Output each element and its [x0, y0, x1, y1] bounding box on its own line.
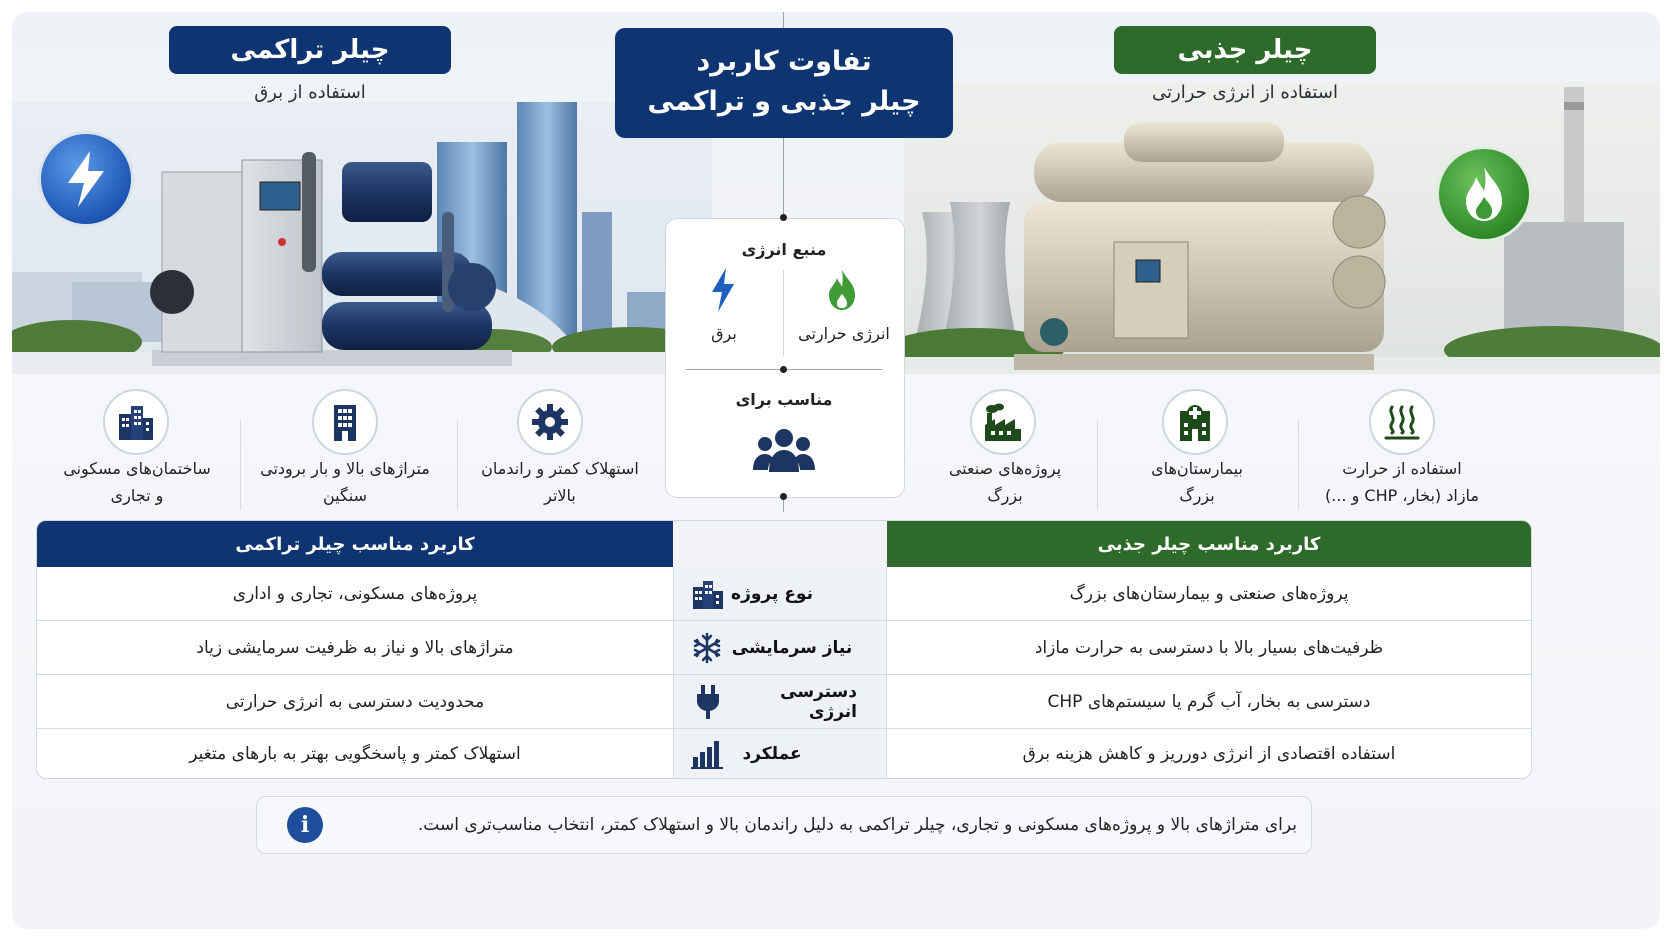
- feature-line: پروژه‌های صنعتی: [948, 459, 1062, 478]
- feature-line: استهلاک کمتر و راندمان: [481, 459, 639, 478]
- thermal-fire-badge: [1436, 146, 1532, 242]
- users-group-icon: [753, 426, 815, 474]
- energy-source-label: منبع انرژی: [741, 240, 827, 259]
- feature-label-hospitals: [1112, 455, 1282, 509]
- fire-icon: [827, 270, 857, 310]
- info-note-text: برای متراژهای بالا و پروژه‌های مسکونی و تجاری، چیلر تراکمی به دلیل راندمان بالا و استهلاک کمتر، انتخاب مناسب‌تری است.: [417, 815, 1297, 835]
- criteria-label: نوع پروژه: [731, 583, 813, 604]
- electric-label: برق: [711, 324, 737, 343]
- absorption-scene: [904, 82, 1660, 374]
- feature-label-efficiency: [467, 455, 653, 509]
- feature-line: بزرگ: [987, 486, 1023, 505]
- feature-line: و تجاری: [110, 486, 164, 505]
- hospital-icon: [1176, 403, 1214, 441]
- compression-heading: چیلر تراکمی: [169, 26, 451, 74]
- feature-icon-circle: [103, 389, 169, 455]
- page-title-line-2: چیلر جذبی و تراکمی: [647, 86, 921, 117]
- feature-label-residential: [52, 455, 222, 509]
- feature-line: متراژهای بالا و بار برودتی: [260, 459, 430, 478]
- connector-dot: [780, 214, 787, 221]
- buildings-icon: [691, 579, 725, 609]
- table-row: [37, 621, 1531, 675]
- page-title: [615, 28, 953, 138]
- buildings-icon: [117, 404, 155, 440]
- electric-bolt-badge: [38, 131, 134, 227]
- suitable-for-label: مناسب برای: [735, 390, 833, 409]
- compression-cell: پروژه‌های مسکونی، تجاری و اداری: [232, 583, 478, 604]
- thermal-label: انرژی حرارتی: [798, 324, 890, 343]
- absorption-table-header: کاربرد مناسب چیلر جذبی: [887, 521, 1531, 567]
- absorption-cell: ظرفیت‌های بسیار بالا با دسترسی به حرارت مازاد: [1034, 637, 1384, 658]
- table-header-spacer: [673, 521, 887, 567]
- feature-icon-circle: [1162, 389, 1228, 455]
- feature-line: استفاده از حرارت: [1342, 459, 1462, 478]
- criteria-label: نیاز سرمایشی: [731, 637, 853, 658]
- lightning-bolt-icon: [64, 151, 108, 207]
- connector-dot: [780, 366, 787, 373]
- feature-icon-circle: [970, 389, 1036, 455]
- snowflake-icon: [691, 632, 723, 664]
- flame-icon: [1462, 167, 1506, 221]
- heat-waves-icon: [1383, 403, 1421, 441]
- feature-icon-circle: [312, 389, 378, 455]
- table-row: [37, 675, 1531, 729]
- feature-separator: [1097, 420, 1098, 510]
- feature-icon-circle: [517, 389, 583, 455]
- absorption-subtitle: استفاده از انرژی حرارتی: [1152, 82, 1338, 103]
- compression-table-header: کاربرد مناسب چیلر تراکمی: [37, 521, 673, 567]
- table-row: [37, 729, 1531, 778]
- feature-line: بزرگ: [1179, 486, 1215, 505]
- bar-chart-icon: [691, 739, 725, 769]
- feature-line: بیمارستان‌های: [1151, 459, 1243, 478]
- absorption-heading: چیلر جذبی: [1114, 26, 1376, 74]
- feature-label-industrial: [920, 455, 1090, 509]
- absorption-cell: استفاده اقتصادی از انرژی دورریز و کاهش هزینه برق: [1022, 743, 1396, 764]
- compression-cell: استهلاک کمتر و پاسخگویی بهتر به بارهای متغیر: [189, 743, 521, 764]
- feature-line: مازاد (بخار، CHP و ...): [1325, 486, 1479, 505]
- energy-split-line: [783, 270, 784, 356]
- feature-separator: [240, 420, 241, 510]
- absorption-cell: پروژه‌های صنعتی و بیمارستان‌های بزرگ: [1069, 583, 1349, 604]
- criteria-label: دسترسی انرژی: [780, 681, 857, 722]
- criteria-label: عملکرد: [742, 743, 802, 764]
- infographic: [12, 12, 1660, 929]
- feature-line: بالاتر: [544, 486, 576, 505]
- absorption-chiller-illustration: [904, 82, 1660, 374]
- compression-cell: محدودیت دسترسی به انرژی حرارتی: [225, 691, 485, 712]
- table-row: [37, 567, 1531, 621]
- feature-line: سنگین: [322, 486, 368, 505]
- feature-label-large-area: [252, 455, 438, 509]
- gear-icon: [531, 403, 569, 441]
- compression-cell: متراژهای بالا و نیاز به ظرفیت سرمایشی زیاد: [196, 637, 514, 658]
- feature-icon-circle: [1369, 389, 1435, 455]
- factory-icon: [983, 403, 1023, 441]
- info-note: [256, 796, 1312, 854]
- feature-line: ساختمان‌های مسکونی: [63, 459, 211, 478]
- absorption-cell: دسترسی به بخار، آب گرم یا سیستم‌های CHP: [1047, 691, 1371, 712]
- page-title-line-1: تفاوت کاربرد: [696, 46, 872, 77]
- connector-dot: [780, 493, 787, 500]
- electric-bolt-icon: [710, 268, 736, 312]
- plug-icon: [695, 685, 721, 719]
- compression-subtitle: استفاده از برق: [254, 82, 366, 103]
- feature-separator: [457, 420, 458, 510]
- feature-label-waste-heat: [1302, 455, 1502, 509]
- info-icon: i: [287, 807, 323, 843]
- feature-separator: [1298, 420, 1299, 510]
- high-rise-building-icon: [330, 403, 360, 441]
- comparison-table: [36, 520, 1532, 779]
